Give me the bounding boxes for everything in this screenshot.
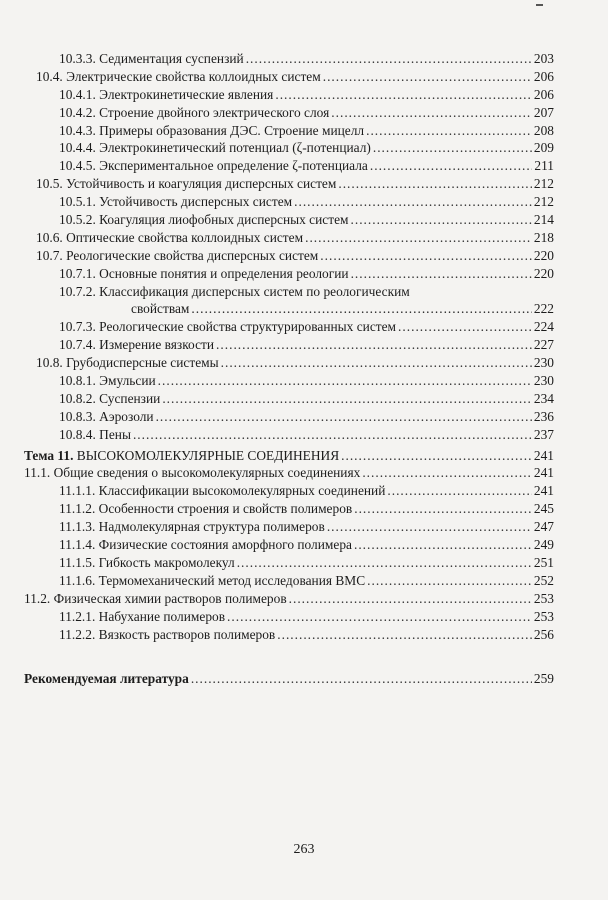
toc-page: 234 bbox=[533, 390, 554, 406]
leader-dots bbox=[398, 318, 532, 336]
toc-title: 10.7.1. Основные понятия и определения реологии bbox=[59, 265, 349, 281]
leader-dots bbox=[331, 104, 532, 122]
toc-page: 212 bbox=[533, 176, 554, 192]
toc-title: 11.1.3. Надмолекулярная структура полимеров bbox=[59, 519, 325, 535]
toc-entry-10-4[interactable] bbox=[24, 68, 554, 86]
toc-page: 227 bbox=[533, 337, 554, 353]
toc-page: 252 bbox=[533, 572, 554, 588]
toc-entry-11-1-5[interactable] bbox=[24, 554, 554, 572]
toc-page: 220 bbox=[533, 265, 554, 281]
toc-title bbox=[24, 447, 339, 465]
toc-page: 203 bbox=[533, 51, 554, 66]
toc-page: 220 bbox=[533, 247, 554, 263]
table-of-contents bbox=[24, 50, 554, 688]
toc-title: 10.4.1. Электрокинетические явления bbox=[59, 86, 274, 102]
toc-entry-11-1-1[interactable] bbox=[24, 482, 554, 500]
toc-entry-10-4-5[interactable] bbox=[24, 157, 554, 175]
toc-entry-10-8[interactable] bbox=[24, 354, 554, 372]
toc-entry-11-1[interactable] bbox=[24, 464, 554, 482]
toc-entry-10-7-3[interactable] bbox=[24, 318, 554, 336]
toc-title: 10.8. Грубодисперсные системы bbox=[36, 355, 219, 371]
toc-entry-10-8-4[interactable] bbox=[24, 426, 554, 444]
leader-dots bbox=[354, 500, 532, 518]
toc-page: 207 bbox=[533, 104, 554, 120]
toc-title: 11.1.6. Термомеханический метод исследования ВМС bbox=[59, 572, 366, 588]
leader-dots bbox=[156, 408, 532, 426]
toc-entry-10-7[interactable] bbox=[24, 247, 554, 265]
toc-page: 211 bbox=[534, 158, 554, 174]
toc-entry-10-6[interactable] bbox=[24, 229, 554, 247]
toc-page: 218 bbox=[533, 229, 554, 245]
toc-title: 11.2.2. Вязкость растворов полимеров bbox=[59, 626, 276, 642]
toc-page: 230 bbox=[533, 355, 554, 371]
toc-page: 241 bbox=[533, 447, 554, 463]
toc-entry-11-2-2[interactable] bbox=[24, 626, 554, 644]
toc-title: 10.4.4. Электрокинетический потенциал (ζ-потенциал) bbox=[59, 140, 371, 156]
toc-entry-11-2[interactable] bbox=[24, 590, 554, 608]
toc-title: Рекомендуемая литература bbox=[24, 671, 189, 687]
leader-dots bbox=[191, 670, 532, 688]
topic-label: Тема 11. bbox=[24, 447, 74, 463]
toc-entry-11-1-3[interactable] bbox=[24, 518, 554, 536]
leader-dots bbox=[354, 536, 532, 554]
leader-dots bbox=[237, 554, 532, 572]
leader-dots bbox=[227, 608, 532, 626]
toc-page: 206 bbox=[533, 86, 554, 102]
toc-entry-10-5[interactable] bbox=[24, 175, 554, 193]
toc-title: 11.1.1. Классификации высокомолекулярных соединений bbox=[59, 483, 386, 499]
toc-title: 10.6. Оптические свойства коллоидных систем bbox=[36, 229, 304, 245]
leader-dots bbox=[277, 626, 532, 644]
toc-entry-10-3-3[interactable] bbox=[24, 50, 554, 68]
toc-page: 249 bbox=[533, 537, 554, 553]
toc-entry-11-1-4[interactable] bbox=[24, 536, 554, 554]
toc-page: 253 bbox=[533, 608, 554, 624]
toc-title: 10.7.3. Реологические свойства структурированных систем bbox=[59, 319, 397, 335]
toc-page: 236 bbox=[533, 408, 554, 424]
leader-dots bbox=[158, 372, 532, 390]
toc-page: 251 bbox=[533, 554, 554, 570]
leader-dots bbox=[191, 300, 532, 318]
toc-entry-10-4-1[interactable] bbox=[24, 86, 554, 104]
toc-entry-10-4-3[interactable] bbox=[24, 122, 554, 140]
leader-dots bbox=[341, 447, 532, 465]
scan-mark bbox=[536, 4, 543, 6]
toc-entry-topic-11[interactable] bbox=[24, 447, 554, 465]
toc-entry-11-1-2[interactable] bbox=[24, 500, 554, 518]
leader-dots bbox=[351, 211, 532, 229]
toc-page: 208 bbox=[533, 122, 554, 138]
toc-page: 245 bbox=[533, 501, 554, 517]
toc-title: 10.5.1. Устойчивость дисперсных систем bbox=[59, 194, 293, 210]
toc-page: 224 bbox=[533, 319, 554, 335]
toc-title: 10.4.3. Примеры образования ДЭС. Строение мицелл bbox=[59, 122, 365, 138]
leader-dots bbox=[133, 426, 532, 444]
leader-dots bbox=[366, 122, 532, 140]
leader-dots bbox=[216, 336, 532, 354]
leader-dots bbox=[320, 247, 532, 265]
toc-entry-10-7-1[interactable] bbox=[24, 265, 554, 283]
toc-title: 11.2. Физическая химии растворов полимеров bbox=[24, 590, 287, 606]
toc-page: 230 bbox=[533, 373, 554, 389]
toc-title: 10.4.2. Строение двойного электрического слоя bbox=[59, 104, 330, 120]
toc-title: 10.8.1. Эмульсии bbox=[59, 373, 156, 389]
leader-dots bbox=[305, 229, 532, 247]
leader-dots bbox=[367, 572, 532, 590]
toc-entry-11-2-1[interactable] bbox=[24, 608, 554, 626]
toc-title: 10.7.4. Измерение вязкости bbox=[59, 337, 215, 353]
leader-dots bbox=[323, 68, 532, 86]
toc-title-line1: 10.7.2. Классификация дисперсных систем по реологическим bbox=[59, 283, 410, 299]
toc-page: 241 bbox=[533, 483, 554, 499]
toc-page: 214 bbox=[533, 212, 554, 228]
toc-entry-10-8-3[interactable] bbox=[24, 408, 554, 426]
toc-page: 253 bbox=[533, 590, 554, 606]
leader-dots bbox=[373, 139, 532, 157]
toc-entry-10-5-1[interactable] bbox=[24, 193, 554, 211]
toc-title: 11.1.2. Особенности строения и свойств полимеров bbox=[59, 501, 353, 517]
leader-dots bbox=[351, 265, 532, 283]
toc-entry-references[interactable] bbox=[24, 670, 554, 688]
toc-page: 256 bbox=[533, 626, 554, 642]
toc-entry-10-7-2[interactable] bbox=[24, 283, 554, 319]
leader-dots bbox=[289, 590, 532, 608]
page-number: 263 bbox=[293, 842, 315, 857]
toc-page: 247 bbox=[533, 519, 554, 535]
toc-title: 10.5. Устойчивость и коагуляция дисперсных систем bbox=[36, 176, 337, 192]
toc-title: 10.5.2. Коагуляция лиофобных дисперсных систем bbox=[59, 212, 349, 228]
leader-dots bbox=[338, 175, 532, 193]
toc-title: 10.7. Реологические свойства дисперсных систем bbox=[36, 247, 319, 263]
toc-page: 206 bbox=[533, 68, 554, 84]
toc-title: 10.8.2. Суспензии bbox=[59, 390, 161, 406]
leader-dots bbox=[162, 390, 532, 408]
toc-page: 212 bbox=[533, 194, 554, 210]
toc-entry-11-1-6[interactable] bbox=[24, 572, 554, 590]
toc-entry-10-7-4[interactable] bbox=[24, 336, 554, 354]
toc-entry-10-8-1[interactable] bbox=[24, 372, 554, 390]
leader-dots bbox=[362, 464, 532, 482]
toc-title: 11.2.1. Набухание полимеров bbox=[59, 608, 226, 624]
toc-title: 11.1. Общие сведения о высокомолекулярных соединениях bbox=[24, 465, 361, 481]
topic-title: ВЫСОКОМОЛЕКУЛЯРНЫЕ СОЕДИНЕНИЯ bbox=[76, 447, 340, 463]
leader-dots bbox=[370, 157, 532, 175]
toc-page: 209 bbox=[533, 140, 554, 156]
toc-title: 11.1.5. Гибкость макромолекул bbox=[59, 554, 235, 570]
toc-entry-10-4-2[interactable] bbox=[24, 104, 554, 122]
toc-title: 10.4.5. Экспериментальное определение ζ-потенциала bbox=[59, 158, 368, 174]
toc-page: 259 bbox=[533, 671, 554, 687]
toc-entry-10-8-2[interactable] bbox=[24, 390, 554, 408]
toc-title: 10.3.3. Седиментация суспензий bbox=[59, 51, 244, 66]
toc-title: 10.8.4. Пены bbox=[59, 426, 131, 442]
leader-dots bbox=[294, 193, 532, 211]
toc-title: 10.8.3. Аэрозоли bbox=[59, 408, 154, 424]
leader-dots bbox=[327, 518, 532, 536]
leader-dots bbox=[387, 482, 532, 500]
leader-dots bbox=[246, 50, 532, 68]
toc-title: 10.4. Электрические свойства коллоидных систем bbox=[36, 68, 321, 84]
toc-title-line2: свойствам bbox=[131, 301, 190, 317]
toc-page: 237 bbox=[533, 426, 554, 442]
toc-title: 11.1.4. Физические состояния аморфного полимера bbox=[59, 537, 352, 553]
toc-page: 241 bbox=[533, 465, 554, 481]
toc-entry-10-5-2[interactable] bbox=[24, 211, 554, 229]
leader-dots bbox=[221, 354, 532, 372]
leader-dots bbox=[275, 86, 532, 104]
toc-entry-10-4-4[interactable] bbox=[24, 139, 554, 157]
toc-page: 222 bbox=[533, 301, 554, 317]
